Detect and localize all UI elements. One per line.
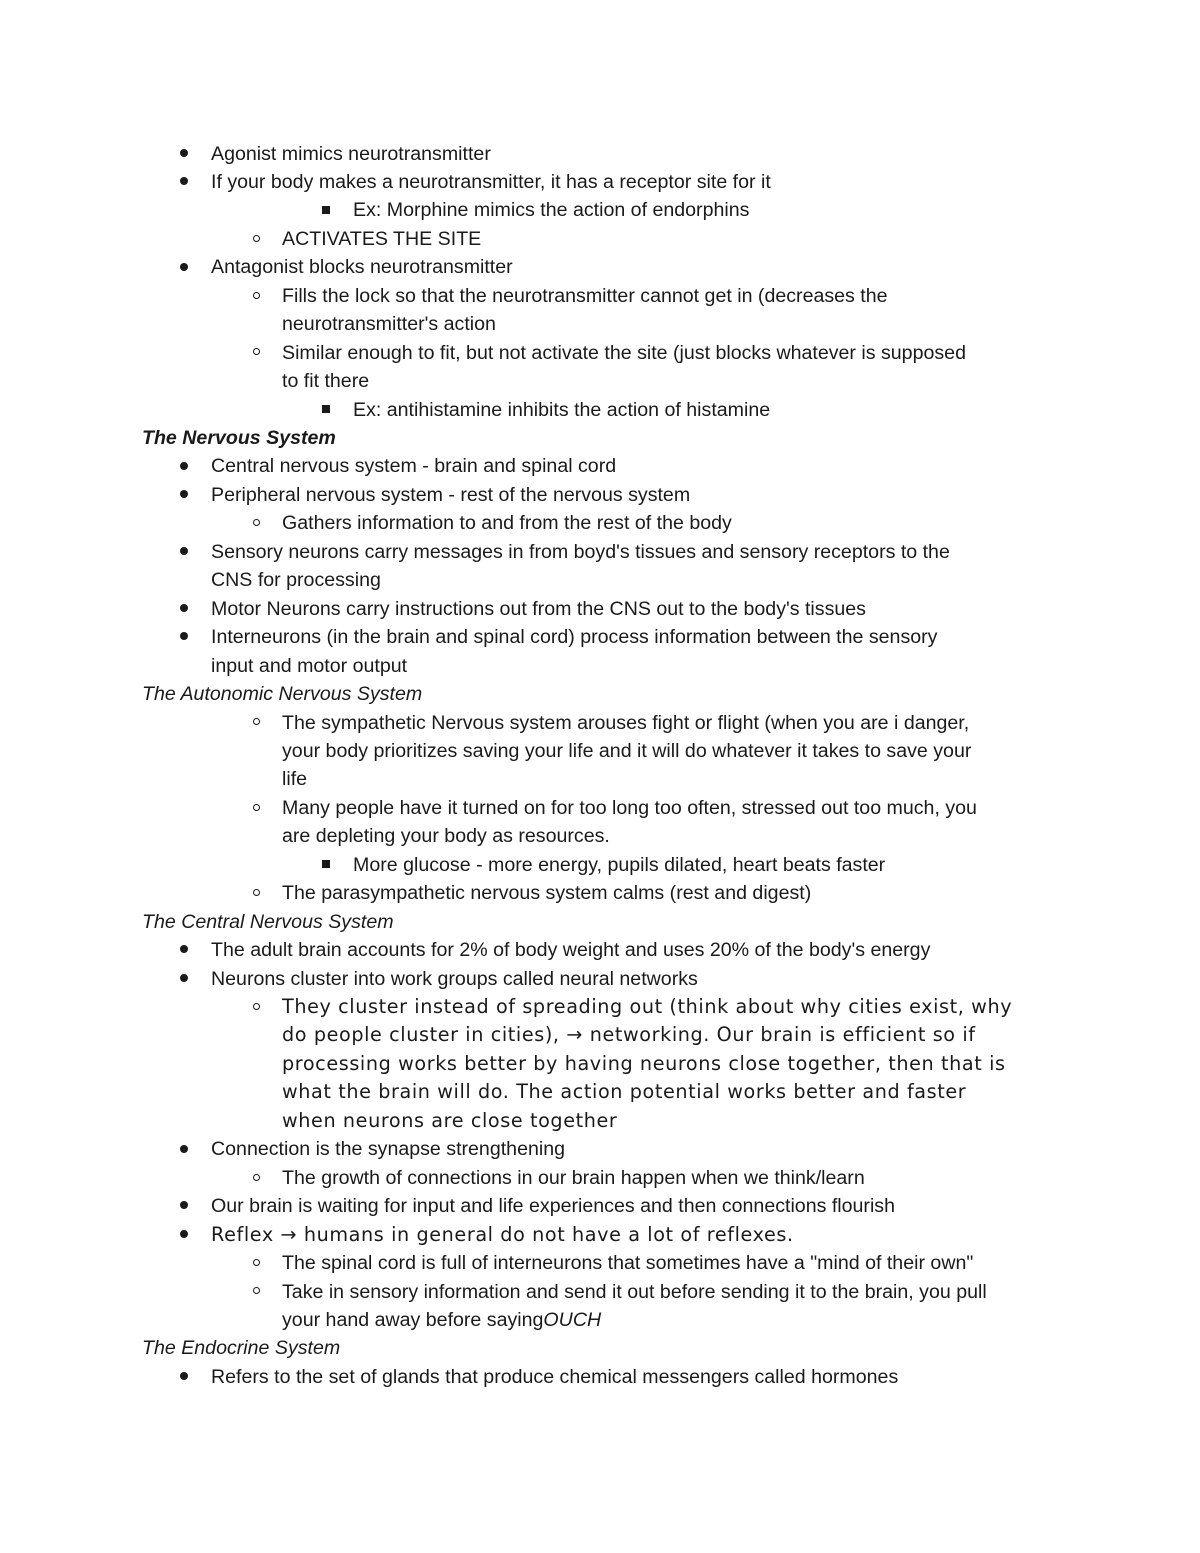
item-text: when neurons are close together [282,1108,618,1132]
bullet-circle-icon [244,993,268,1022]
item-text: your body prioritizes saving your life and it will do whatever it takes to save your [282,739,972,762]
bullet-disc-icon [172,140,196,169]
item-text: Many people have it turned on for too long too often, stressed out too much, you [282,796,977,819]
item-text: do people cluster in cities), → networking. Our brain is efficient so if [282,1023,976,1047]
item-text: Gathers information to and from the rest of the body [282,512,732,535]
bullet-disc-icon [172,595,196,624]
list-item [0,993,1200,1022]
bullet-disc-icon [172,936,196,965]
list-item [0,339,1200,368]
list-item [0,737,1200,766]
section-heading [0,680,1200,709]
heading-text: The Endocrine System [142,1337,341,1360]
list-item [0,1135,1200,1164]
list-item [0,566,1200,595]
list-item [0,1221,1200,1250]
item-text: input and motor output [211,654,408,677]
item-text: life [282,768,308,791]
item-text: If your body makes a neurotransmitter, it has a receptor site for it [211,170,771,193]
item-text: Sensory neurons carry messages in from boyd's tissues and sensory receptors to the [211,540,950,563]
item-text: They cluster instead of spreading out (think about why cities exist, why [282,995,1013,1018]
list-item [0,1249,1200,1278]
bullet-circle-icon [244,794,268,823]
item-text: Motor Neurons carry instructions out from the CNS out to the body's tissues [211,597,866,620]
item-text: Peripheral nervous system - rest of the nervous system [211,483,691,506]
list-item [0,1021,1200,1050]
item-text: Central nervous system - brain and spinal cord [211,455,617,478]
list-item [0,1078,1200,1107]
bullet-disc-icon [172,1135,196,1164]
item-text: Connection is the synapse strengthening [211,1138,566,1161]
list-item [0,509,1200,538]
list-item [0,1278,1200,1307]
item-text: neurotransmitter's action [282,313,496,336]
item-text: Interneurons (in the brain and spinal cord) process information between the sensory [211,626,938,649]
item-text: More glucose - more energy, pupils dilated, heart beats faster [353,853,886,876]
item-text: are depleting your body as resources. [282,825,610,848]
bullet-circle-icon [244,225,268,254]
list-item [0,709,1200,738]
list-item [0,452,1200,481]
item-text: your hand away before saying [282,1308,544,1331]
item-text: The growth of connections in our brain happen when we think/learn [282,1166,865,1189]
section-heading [0,908,1200,937]
list-item [0,1050,1200,1079]
bullet-circle-icon [244,879,268,908]
item-text: to fit there [282,370,370,393]
heading-text: The Central Nervous System [142,910,394,933]
bullet-circle-icon [244,1249,268,1278]
bullet-square-icon [314,396,338,425]
item-text: what the brain will do. The action potential works better and faster [282,1080,967,1104]
item-text: The spinal cord is full of interneurons that sometimes have a "mind of their own" [282,1252,974,1275]
list-item [0,1107,1200,1136]
heading-text: The Autonomic Nervous System [142,683,423,706]
bullet-square-icon [314,851,338,880]
item-text: The sympathetic Nervous system arouses fight or flight (when you are i danger, [282,711,970,734]
heading-text: The Nervous System [142,427,336,449]
item-text: Take in sensory information and send it out before sending it to the brain, you pull [282,1280,987,1303]
section-heading [0,1334,1200,1363]
list-item [0,1306,1200,1335]
list-item [0,367,1200,396]
item-text: Ex: Morphine mimics the action of endorphins [353,199,750,222]
list-item [0,822,1200,851]
bullet-disc-icon [172,481,196,510]
bullet-disc-icon [172,965,196,994]
list-item [0,225,1200,254]
list-item [0,652,1200,681]
item-text: Reflex → humans in general do not have a lot of reflexes. [211,1222,794,1246]
item-text: The parasympathetic nervous system calms (rest and digest) [282,882,812,905]
bullet-circle-icon [244,509,268,538]
bullet-disc-icon [172,452,196,481]
bullet-disc-icon [172,1192,196,1221]
item-text: CNS for processing [211,569,381,592]
list-item [0,253,1200,282]
item-text: ACTIVATES THE SITE [282,227,482,250]
list-item [0,936,1200,965]
list-item [0,1164,1200,1193]
list-item [0,538,1200,567]
bullet-disc-icon [172,1363,196,1392]
bullet-circle-icon [244,339,268,368]
list-item [0,765,1200,794]
list-item [0,481,1200,510]
item-text: Neurons cluster into work groups called neural networks [211,967,698,990]
bullet-square-icon [314,196,338,225]
item-text: Similar enough to fit, but not activate the site (just blocks whatever is supposed [282,341,966,364]
item-text: Fills the lock so that the neurotransmitter cannot get in (decreases the [282,284,888,307]
list-item [0,595,1200,624]
item-text: Our brain is waiting for input and life experiences and then connections flourish [211,1195,896,1218]
list-item [0,168,1200,197]
section-heading [0,424,1200,453]
bullet-circle-icon [244,1278,268,1307]
bullet-disc-icon [172,1221,196,1250]
list-item [0,196,1200,225]
list-item [0,396,1200,425]
item-text: processing works better by having neurons close together, then that is [282,1051,1006,1075]
list-item [0,794,1200,823]
list-item [0,1363,1200,1392]
list-item [0,140,1200,169]
bullet-disc-icon [172,538,196,567]
list-item [0,1192,1200,1221]
bullet-circle-icon [244,1164,268,1193]
item-text: Refers to the set of glands that produce chemical messengers called hormones [211,1365,899,1388]
bullet-disc-icon [172,168,196,197]
bullet-circle-icon [244,282,268,311]
bullet-disc-icon [172,253,196,282]
list-item [0,965,1200,994]
list-item [0,282,1200,311]
list-item [0,879,1200,908]
item-text: Antagonist blocks neurotransmitter [211,256,513,279]
bullet-circle-icon [244,709,268,738]
list-item [0,310,1200,339]
item-text: Agonist mimics neurotransmitter [211,142,491,165]
bullet-disc-icon [172,623,196,652]
item-text: The adult brain accounts for 2% of body weight and uses 20% of the body's energy [211,939,931,962]
list-item [0,623,1200,652]
item-text: Ex: antihistamine inhibits the action of histamine [353,398,771,421]
list-item [0,851,1200,880]
italic-emphasis: OUCH [543,1308,602,1331]
